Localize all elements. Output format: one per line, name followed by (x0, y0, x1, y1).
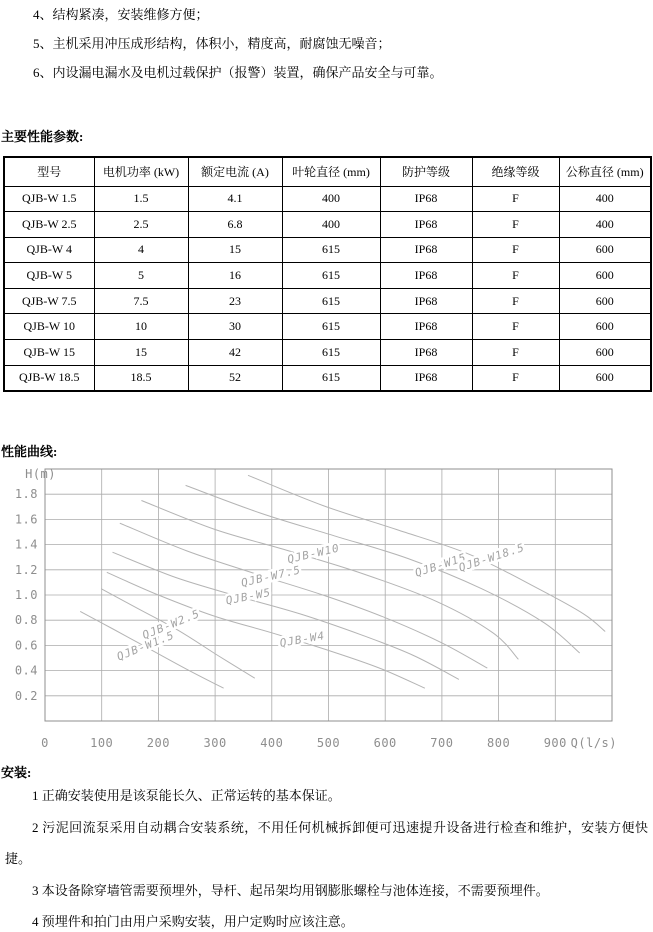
value-cell: 600 (559, 365, 651, 391)
value-cell: 400 (559, 212, 651, 238)
x-tick-label: 800 (487, 736, 511, 750)
value-cell: 4.1 (188, 186, 282, 212)
table-header (4, 157, 651, 186)
model-cell: QJB-W 2.5 (4, 212, 94, 238)
value-cell: IP68 (380, 288, 472, 314)
value-cell: 2.5 (94, 212, 188, 238)
install-item-3: 3 本设备除穿墙管需要预埋外，导杆、起吊架均用钢膨胀螺栓与池体连接，不需要预埋件。 (32, 882, 549, 898)
table-row (4, 237, 651, 263)
value-cell: F (472, 340, 559, 366)
column-header-rated-current: 额定电流 (A) (188, 157, 282, 186)
table-row (4, 263, 651, 289)
model-cell: QJB-W 5 (4, 263, 94, 289)
column-header-impeller-diameter: 叶轮直径 (mm) (282, 157, 380, 186)
x-tick-label: 700 (430, 736, 454, 750)
x-axis-unit: Q(l/s) (570, 736, 617, 750)
install-notes (5, 780, 648, 932)
curve-label-QJB-W15: QJB-W15 (413, 550, 469, 580)
value-cell: 52 (188, 365, 282, 391)
install-item-4: 4 预埋件和拍门由用户采购安装，用户定购时应该注意。 (32, 914, 354, 929)
y-tick-label: 1.0 (14, 588, 38, 602)
value-cell: 600 (559, 263, 651, 289)
value-cell: 10 (94, 314, 188, 340)
feature-list (0, 0, 648, 87)
value-cell: 1.5 (94, 186, 188, 212)
value-cell: F (472, 314, 559, 340)
y-tick-label: 0.8 (14, 613, 38, 628)
x-tick-label: 500 (316, 736, 341, 750)
column-header-model: 型号 (4, 157, 94, 186)
y-tick-label: 1.2 (14, 562, 38, 577)
x-tick-label: 100 (90, 736, 114, 750)
value-cell: 23 (188, 288, 282, 314)
value-cell: F (472, 365, 559, 391)
curve-QJB-W15 (186, 485, 580, 653)
curve-label-QJB-W7.5: QJB-W7.5 (239, 563, 303, 590)
feature-item-5: 5、主机采用冲压成形结构，体积小，精度高，耐腐蚀无噪音； (33, 36, 391, 51)
section-heading-install: 安装: (1, 765, 32, 780)
value-cell: 600 (559, 288, 651, 314)
value-cell: 42 (188, 340, 282, 366)
curve-label-QJB-W5: QJB-W5 (224, 585, 273, 608)
section-heading-curves: 性能曲线: (1, 444, 58, 459)
y-tick-label: 1.4 (14, 537, 38, 552)
value-cell: 4 (94, 237, 188, 263)
y-axis-unit: H(m) (25, 467, 56, 481)
table-header-row (4, 157, 651, 186)
value-cell: F (472, 263, 559, 289)
value-cell: F (472, 288, 559, 314)
table-row (4, 288, 651, 314)
feature-item-4: 4、结构紧凑，安装维修方便； (33, 7, 209, 22)
value-cell: IP68 (380, 186, 472, 212)
y-tick-label: 1.6 (14, 512, 38, 527)
value-cell: IP68 (380, 365, 472, 391)
value-cell: IP68 (380, 314, 472, 340)
value-cell: IP68 (380, 237, 472, 263)
value-cell: 615 (282, 365, 380, 391)
model-cell: QJB-W 1.5 (4, 186, 94, 212)
value-cell: 15 (94, 340, 188, 366)
x-tick-label: 400 (260, 736, 284, 750)
value-cell: 600 (559, 314, 651, 340)
section-heading-parameters: 主要性能参数: (1, 129, 84, 144)
model-cell: QJB-W 4 (4, 237, 94, 263)
table-row (4, 186, 651, 212)
table-row (4, 365, 651, 391)
value-cell: 15 (188, 237, 282, 263)
table-row (4, 212, 651, 238)
y-tick-label: 0.2 (14, 688, 38, 703)
curve-label-QJB-W18.5: QJB-W18.5 (457, 540, 527, 575)
x-tick-label: 900 (543, 736, 567, 750)
curve-label-QJB-W4: QJB-W4 (278, 629, 327, 650)
value-cell: 400 (559, 186, 651, 212)
value-cell: 400 (282, 186, 380, 212)
value-cell: F (472, 212, 559, 238)
value-cell: 400 (282, 212, 380, 238)
x-tick-label: 200 (146, 736, 170, 750)
column-header-insulation-class: 绝缘等级 (472, 157, 559, 186)
model-cell: QJB-W 10 (4, 314, 94, 340)
y-tick-label: 0.6 (14, 638, 38, 653)
column-header-nominal-diameter: 公称直径 (mm) (559, 157, 651, 186)
value-cell: 615 (282, 237, 380, 263)
x-tick-label: 0 (41, 736, 49, 750)
value-cell: 615 (282, 340, 380, 366)
feature-item-6: 6、内设漏电漏水及电机过载保护（报警）装置，确保产品安全与可靠。 (33, 65, 443, 80)
performance-curve-chart (0, 460, 653, 760)
table-row (4, 314, 651, 340)
column-header-protection-class: 防护等级 (380, 157, 472, 186)
model-cell: QJB-W 18.5 (4, 365, 94, 391)
y-tick-label: 1.8 (14, 487, 38, 502)
model-cell: QJB-W 7.5 (4, 288, 94, 314)
install-item-2: 2 污泥回流泵采用自动耦合安装系统，不用任何机械拆卸便可迅速提升设备进行检查和维护，安装方便快捷。 (5, 819, 648, 866)
value-cell: 30 (188, 314, 282, 340)
value-cell: IP68 (380, 263, 472, 289)
install-item-1: 1 正确安装使用是该泵能长久、正常运转的基本保证。 (32, 788, 341, 803)
model-cell: QJB-W 15 (4, 340, 94, 366)
curve-label-QJB-W10: QJB-W10 (286, 541, 341, 567)
value-cell: 600 (559, 237, 651, 263)
value-cell: 7.5 (94, 288, 188, 314)
performance-table (3, 156, 652, 392)
value-cell: 6.8 (188, 212, 282, 238)
value-cell: IP68 (380, 340, 472, 366)
x-tick-label: 600 (373, 736, 397, 750)
column-header-motor-power: 电机功率 (kW) (94, 157, 188, 186)
x-tick-label: 300 (203, 736, 227, 750)
value-cell: 18.5 (94, 365, 188, 391)
table-row (4, 340, 651, 366)
curve-label-QJB-W1.5: QJB-W1.5 (115, 628, 177, 664)
value-cell: 600 (559, 340, 651, 366)
value-cell: IP68 (380, 212, 472, 238)
value-cell: F (472, 237, 559, 263)
curve-label-QJB-W2.5: QJB-W2.5 (140, 607, 202, 642)
value-cell: 5 (94, 263, 188, 289)
y-tick-label: 0.4 (14, 663, 38, 678)
table-body (4, 186, 651, 391)
value-cell: 16 (188, 263, 282, 289)
value-cell: 615 (282, 288, 380, 314)
value-cell: F (472, 186, 559, 212)
value-cell: 615 (282, 314, 380, 340)
value-cell: 615 (282, 263, 380, 289)
